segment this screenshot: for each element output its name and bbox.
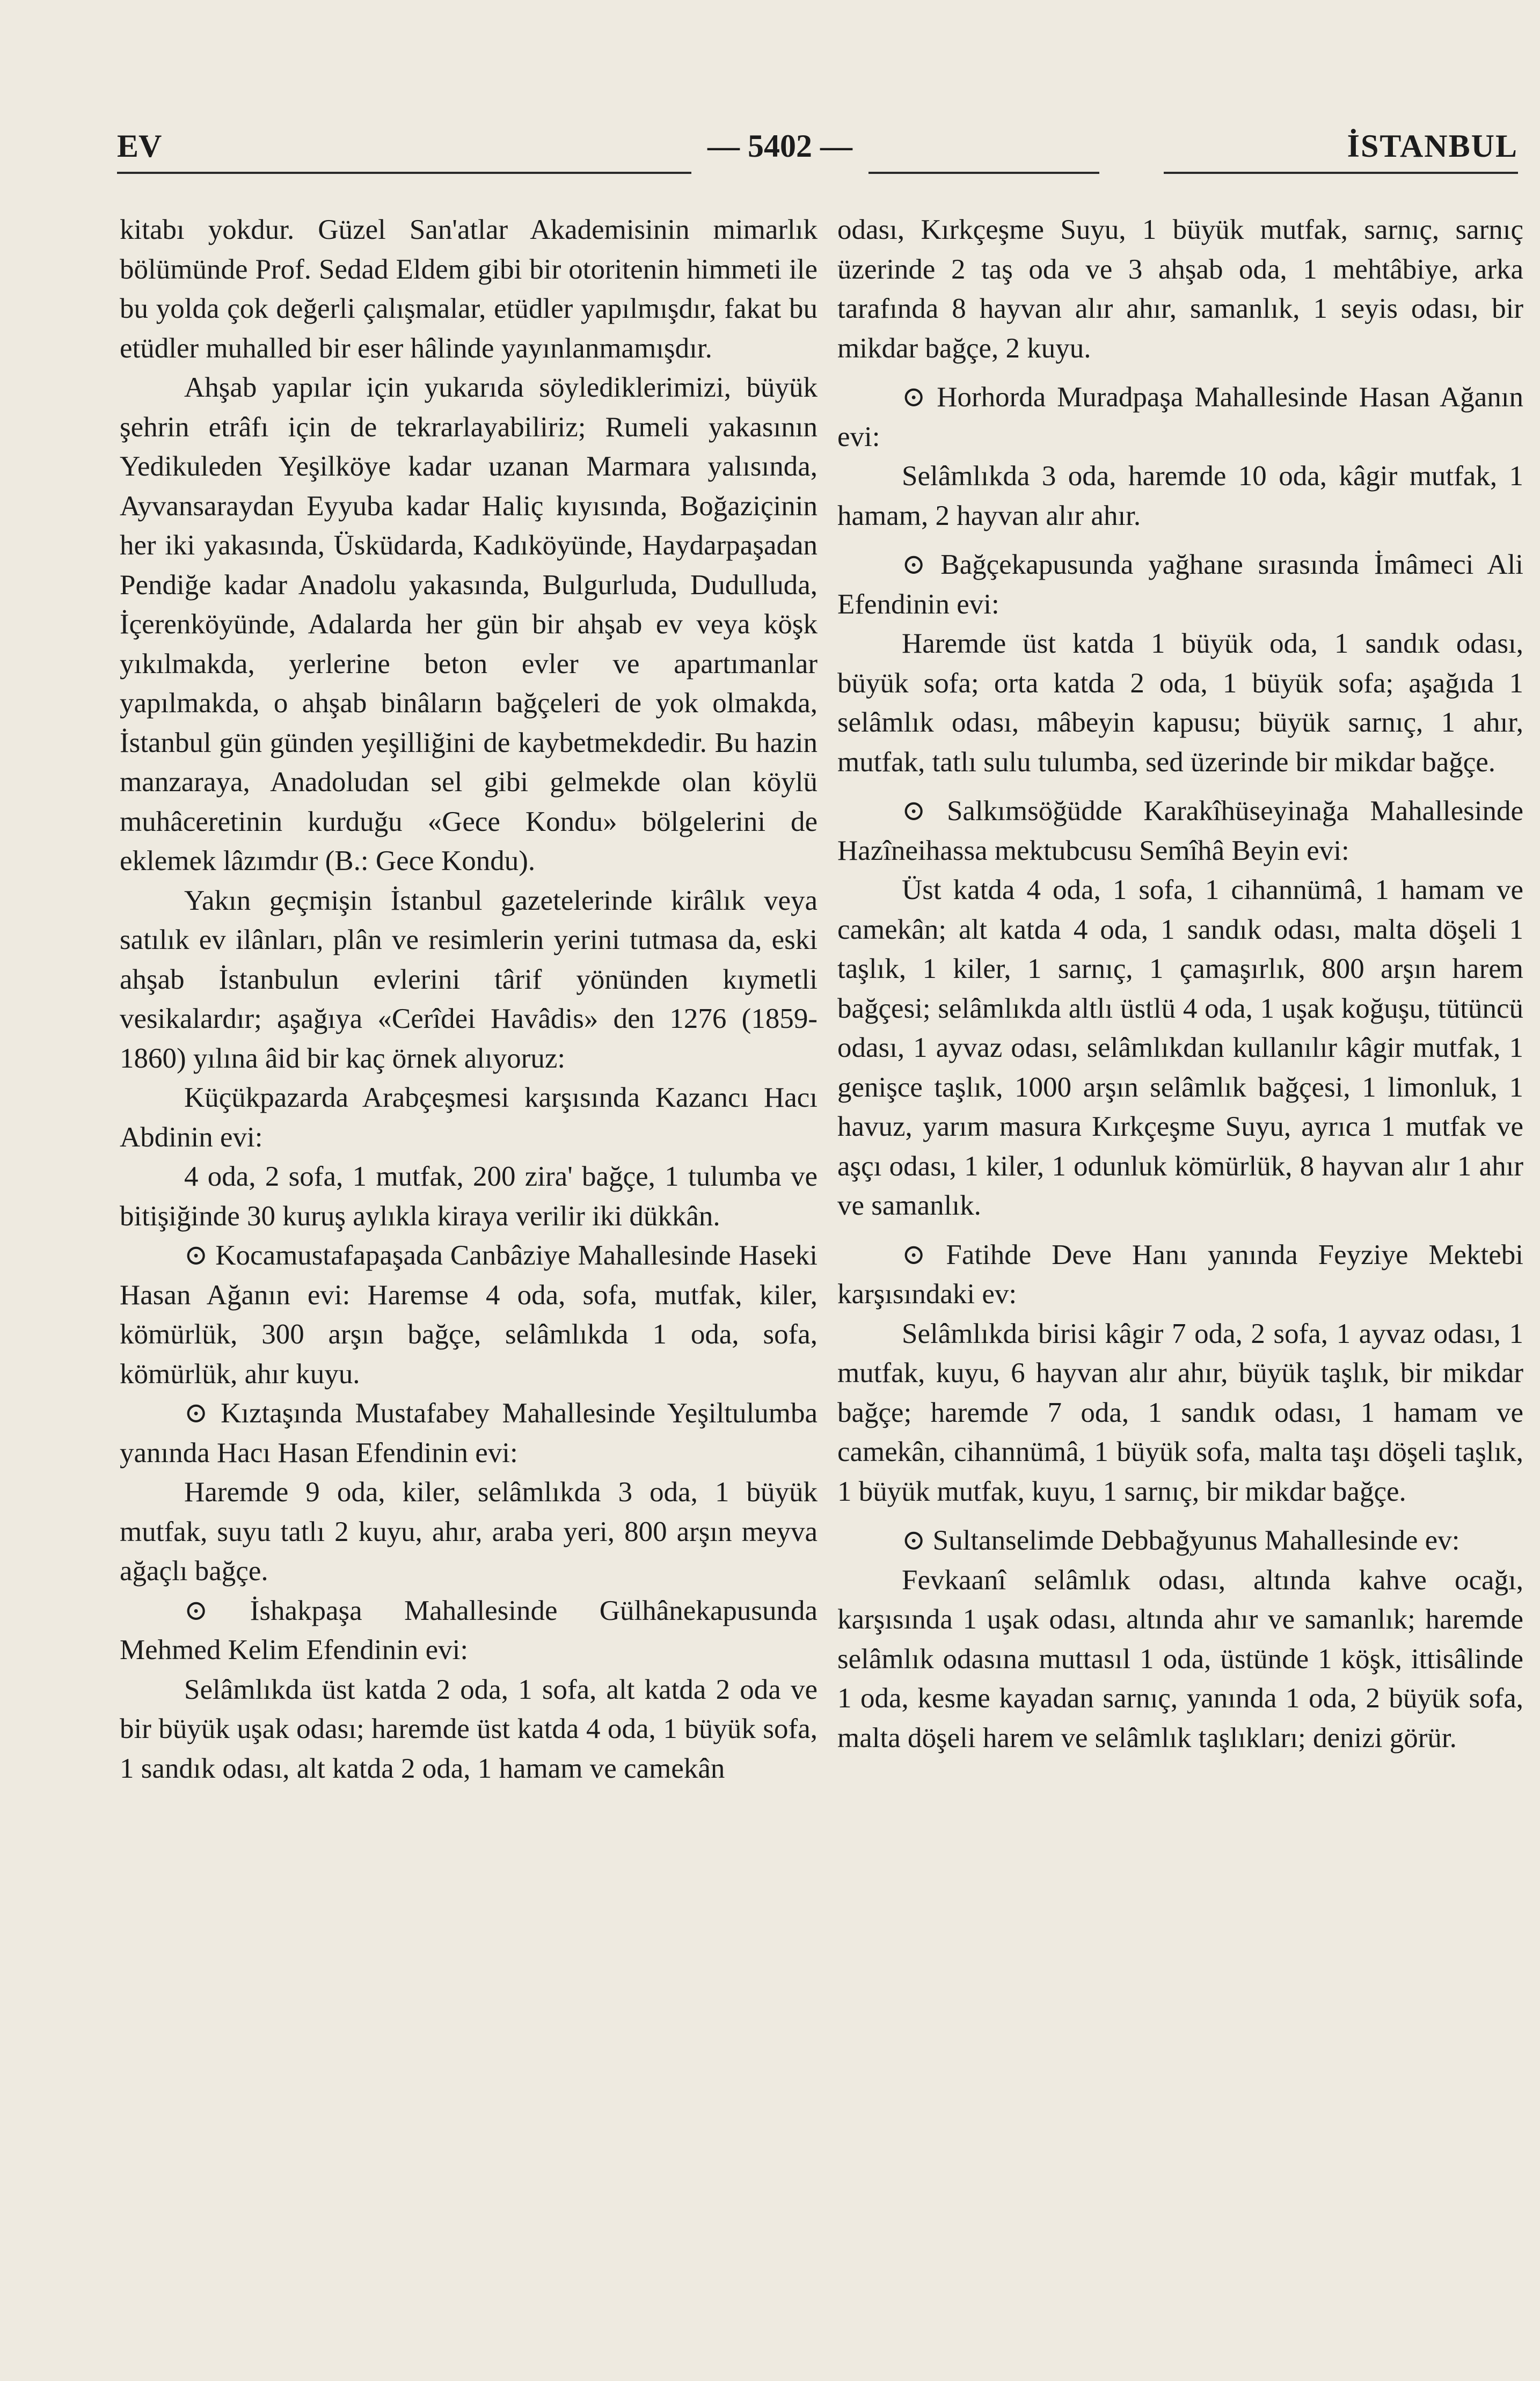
- paragraph: Üst katda 4 oda, 1 sofa, 1 cihannümâ, 1 hamam ve camekân; alt katda 4 oda, 1 sandık odası, malta döşeli 1 taşlık, 1 kiler, 1 sarnıç, 1 çamaşırlık, 800 arşın harem bağçesi; selâmlıkda altlı üstlü 4 oda, 1 uşak koğuşu, tütüncü odası, 1 ayvaz odası, selâmlıkdan kullanılır kâgir mutfak, 1 genişce taşlık, 1000 arşın selâmlık bağçesi, 1 limonluk, 1 havuz, yarım masura Kırkçeşme Suyu, ayrıca 1 mutfak ve aşçı odası, 1 kiler, 1 odunluk kömürlük, 8 hayvan alır 1 ahır ve samanlık.: [837, 874, 1523, 1221]
- paragraph: odası, Kırkçeşme Suyu, 1 büyük mutfak, sarnıç, sarnıç üzerinde 2 taş oda ve 3 ahşab oda, 1 mehtâbiye, arka tarafında 8 hayvan alır ahır, samanlık, 1 seyis odası, bir mikdar bağçe, 2 kuyu.: [837, 214, 1523, 364]
- paragraph: 4 oda, 2 sofa, 1 mutfak, 200 zira' bağçe, 1 tulumba ve bitişiğinde 30 kuruş aylıkla kiraya verilir iki dükkân.: [120, 1161, 818, 1232]
- paragraph: ⊙ İshakpaşa Mahallesinde Gülhânekapusunda Mehmed Kelim Efendinin evi:: [120, 1595, 818, 1666]
- paragraph: Haremde üst katda 1 büyük oda, 1 sandık odası, büyük sofa; orta katda 2 oda, 1 büyük sofa; aşağıda 1 selâmlık odası, mâbeyin kapusu; büyük sarnıç, 1 ahır, mutfak, tatlı sulu tulumba, sed üzerinde bir mikdar bağçe.: [837, 628, 1523, 778]
- paragraph: ⊙ Sultanselimde Debbağyunus Mahallesinde ev:: [902, 1525, 1460, 1556]
- header-rule-right: [1164, 172, 1518, 174]
- paragraph: ⊙ Kocamustafapaşada Canbâziye Mahallesinde Haseki Hasan Ağanın evi: Haremse 4 oda, sofa, mutfak, kiler, kömürlük, 300 arşın bağçe, selâmlıkda 1 oda, sofa, kömürlük, ahır kuyu.: [120, 1240, 818, 1390]
- header-rule-middle: [868, 172, 1099, 174]
- paragraph: Haremde 9 oda, kiler, selâmlıkda 3 oda, 1 büyük mutfak, suyu tatlı 2 kuyu, ahır, araba yeri, 800 arşın meyva ağaçlı bağçe.: [120, 1477, 818, 1587]
- paragraph: ⊙ Kıztaşında Mustafabey Mahallesinde Yeşiltulumba yanında Hacı Hasan Efendinin evi:: [120, 1398, 818, 1469]
- paragraph: Yakın geçmişin İstanbul gazetelerinde kirâlık veya satılık ev ilânları, plân ve resimlerin yerini tutmasa da, eski ahşab İstanbulun evlerini târif yönünden kıymetli vesikalardır; aşağıya «Cerîdei Havâdis» den 1276 (1859-1860) yılına âid bir kaç örnek alıyoruz:: [120, 885, 818, 1074]
- paragraph: ⊙ Horhorda Muradpaşa Mahallesinde Hasan Ağanın evi:: [837, 382, 1523, 452]
- header-running-title: İSTANBUL: [1347, 128, 1518, 164]
- page-header: [117, 122, 1523, 181]
- paragraph: ⊙ Bağçekapusunda yağhane sırasında İmâmeci Ali Efendinin evi:: [837, 549, 1523, 620]
- paragraph: ⊙ Salkımsöğüdde Karakîhüseyinağa Mahallesinde Hazîneihassa mektubcusu Semîhâ Beyin evi:: [837, 795, 1523, 866]
- paragraph: Selâmlıkda üst katda 2 oda, 1 sofa, alt katda 2 oda ve bir büyük uşak odası; haremde üst katda 4 oda, 1 büyük sofa, 1 sandık odası, alt katda 2 oda, 1 hamam ve camekân: [120, 1674, 818, 1784]
- paragraph: Selâmlıkda 3 oda, haremde 10 oda, kâgir mutfak, 1 hamam, 2 hayvan alır ahır.: [837, 461, 1523, 531]
- header-section-title: EV: [117, 128, 162, 164]
- page-number: — 5402 —: [707, 128, 852, 164]
- paragraph: Selâmlıkda birisi kâgir 7 oda, 2 sofa, 1 ayvaz odası, 1 mutfak, kuyu, 6 hayvan alır ahır, büyük taşlık, bir mikdar bağçe; haremde 7 oda, 1 sandık odası, 1 hamam ve camekân, cihannümâ, 1 büyük sofa, malta taşı döşeli taşlık, 1 büyük mutfak, kuyu, 1 sarnıç, bir mikdar bağçe.: [837, 1318, 1523, 1507]
- paragraph: Küçükpazarda Arabçeşmesi karşısında Kazancı Hacı Abdinin evi:: [120, 1082, 818, 1153]
- paragraph: ⊙ Fatihde Deve Hanı yanında Feyziye Mektebi karşısındaki ev:: [837, 1239, 1523, 1310]
- paragraph: Ahşab yapılar için yukarıda söylediklerimizi, büyük şehrin etrâfı için de tekrarlayabiliriz; Rumeli yakasının Yedikuleden Yeşilköye kadar uzanan Marmara yalısında, Ayvansaraydan Eyyuba kadar Haliç kıyısında, Boğaziçinin her iki yakasında, Üsküdarda, Kadıköyünde, Haydarpaşadan Pendiğe kadar Anadolu yakasında, Bulgurluda, Dudulluda, İçerenköyünde, Adalarda her gün bir ahşab ev veya köşk yıkılmakda, yerlerine beton evler ve apartımanlar yapılmakda, o ahşab binâların bağçeleri de yok olmakda, İstanbul gün günden yeşilliğini de kaybetmekdedir. Bu hazin manzaraya, Anadoludan sel gibi gelmekde olan köylü muhâceretinin kurduğu «Gece Kondu» bölgelerini de eklemek lâzımdır (B.: Gece Kondu).: [120, 372, 818, 877]
- header-rule-left: [117, 172, 691, 174]
- paragraph: kitabı yokdur. Güzel San'atlar Akademisinin mimarlık bölümünde Prof. Sedad Eldem gibi bir otoritenin himmeti ile bu yolda çok değerli çalışmalar, etüdler yapılmışdır, fakat bu etüdler muhalled bir eser hâlinde yayınlanmamışdır.: [120, 214, 818, 364]
- paragraph: Fevkaanî selâmlık odası, altında kahve ocağı, karşısında 1 uşak odası, altında ahır ve samanlık; haremde selâmlık odasına muttasıl 1 oda, üstünde 1 köşk, ittisâlinde 1 oda, kesme kayadan sarnıç, yanında 1 oda, 2 büyük sofa, malta döşeli harem ve selâmlık taşlıkları; denizi görür.: [837, 1564, 1523, 1754]
- right-text-column: [837, 210, 1523, 1758]
- left-text-column: [120, 210, 818, 1788]
